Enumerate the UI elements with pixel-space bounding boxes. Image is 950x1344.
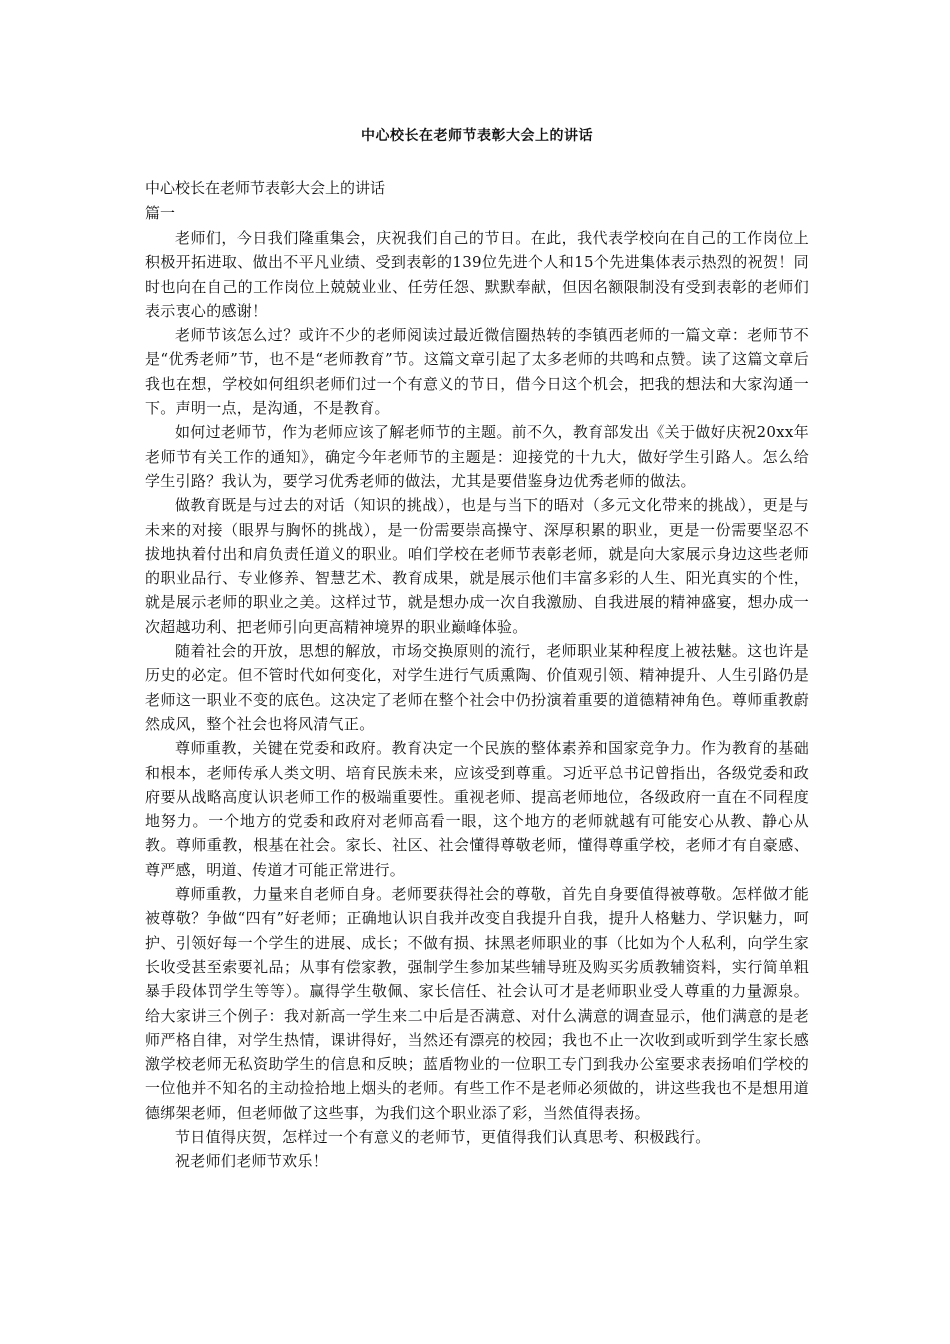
document-title: 中心校长在老师节表彰大会上的讲话 [361,128,593,144]
paragraph: 老师们，今日我们隆重集会，庆祝我们自己的节日。在此，我代表学校向在自己的工作岗位上积极开拓进取、做出不平凡业绩、受到表彰的139位先进个人和15个先进集体表示热烈的祝贺！同时也向在自己的工作岗位上兢兢业业、任劳任怨、默默奉献，但因名额限制没有受到表彰的老师们表示衷心的感谢！ [145,229,809,320]
paragraph: 随着社会的开放，思想的解放，市场交换原则的流行，老师职业某种程度上被祛魅。这也许是历史的必定。但不管时代如何变化，对学生进行气质熏陶、价值观引领、精神提升、人生引路仍是老师这一职业不变的底色。这决定了老师在整个社会中仍扮演着重要的道德精神角色。尊师重教蔚然成风，整个社会也将风清气正。 [145,642,809,733]
paragraph: 节日值得庆贺，怎样过一个有意义的老师节，更值得我们认真思考、积极践行。 [175,1127,711,1146]
paragraph: 尊师重教，力量来自老师自身。老师要获得社会的尊敬，首先自身要值得被尊敬。怎样做才能被尊敬？争做“四有”好老师；正确地认识自我并改变自我提升自我，提升人格魅力、学识魅力，呵护、引领好每一个学生的进展、成长；不做有损、抹黑老师职业的事（比如为个人私利，向学生家长收受甚至索要礼品；从事有偿家教，强制学生参加某些辅导班及购买劣质教辅资料，实行简单粗暴手段体罚学生等等）。赢得学生敬佩、家长信任、社会认可才是老师职业受人尊重的力量源泉。给大家讲三个例子：我对新高一学生来二中后是否满意、对什么满意的调查显示，他们满意的是老师严格自律，对学生热情，课讲得好，当然还有漂亮的校园；我也不止一次收到或听到学生家长感激学校老师无私资助学生的信息和反映；蓝盾物业的一位职工专门到我办公室要求表扬咱们学校的一位他并不知名的主动捡拾地上烟头的老师。有些工作不是老师必须做的，讲这些我也不是想用道德绑架老师，但老师做了这些事，为我们这个职业添了彩，当然值得表扬。 [145,885,809,1122]
document-subtitle: 中心校长在老师节表彰大会上的讲话 [145,179,386,197]
section-label: 篇一 [145,204,176,222]
paragraph: 如何过老师节，作为老师应该了解老师节的主题。前不久，教育部发出《关于做好庆祝20xx年老师节有关工作的通知》，确定今年老师节的主题是：迎接党的十九大，做好学生引路人。怎么给学生引路？我认为，要学习优秀老师的做法，尤其是要借鉴身边优秀老师的做法。 [145,423,809,490]
closing-line: 祝老师们老师节欢乐！ [175,1152,329,1171]
paragraph: 老师节该怎么过？或许不少的老师阅读过最近微信圈热转的李镇西老师的一篇文章：老师节不是“优秀老师”节，也不是“老师教育”节。这篇文章引起了太多老师的共鸣和点赞。读了这篇文章后我也在想，学校如何组织老师们过一个有意义的节日，借今日这个机会，把我的想法和大家沟通一下。声明一点，是沟通，不是教育。 [145,326,809,418]
paragraph: 做教育既是与过去的对话（知识的挑战），也是与当下的晤对（多元文化带来的挑战），更是与未来的对接（眼界与胸怀的挑战），是一份需要崇高操守、深厚积累的职业，更是一份需要坚忍不拔地执着付出和肩负责任道义的职业。咱们学校在老师节表彰老师，就是向大家展示身边这些老师的职业品行、专业修养、智慧艺术、教育成果，就是展示他们丰富多彩的人生、阳光真实的个性，就是展示老师的职业之美。这样过节，就是想办成一次自我激励、自我进展的精神盛宴，想办成一次超越功利、把老师引向更高精神境界的职业巅峰体验。 [145,496,809,636]
paragraph: 尊师重教，关键在党委和政府。教育决定一个民族的整体素养和国家竞争力。作为教育的基础和根本，老师传承人类文明、培育民族未来，应该受到尊重。习近平总书记曾指出，各级党委和政府要从战略高度认识老师工作的极端重要性。重视老师、提高老师地位，各级政府一直在不同程度地努力。一个地方的党委和政府对老师高看一眼，这个地方的老师就越有可能安心从教、静心从教。尊师重教，根基在社会。家长、社区、社会懂得尊敬老师，懂得尊重学校，老师才有自豪感、尊严感，明道、传道才可能正常进行。 [145,739,809,879]
document-page [145,124,809,1174]
